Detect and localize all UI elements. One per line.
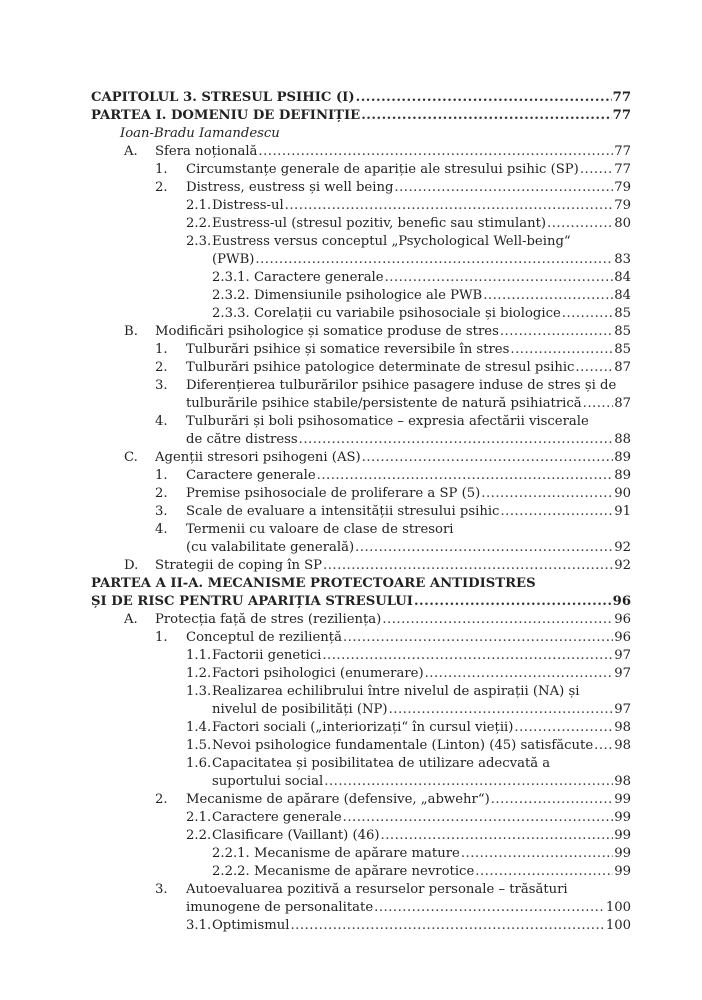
dot-leader <box>356 88 612 107</box>
toc-entry[interactable] <box>0 232 702 251</box>
toc-entry-page-number: 99 <box>614 846 631 861</box>
toc-entry[interactable] <box>0 304 702 323</box>
dot-leader <box>362 448 614 467</box>
dot-leader <box>414 592 612 611</box>
toc-entry-title: Circumstanțe generale de apariție ale stresului psihic (SP) <box>186 162 579 177</box>
toc-entry[interactable] <box>0 682 702 701</box>
toc-entry-title: Clasificare (Vaillant) (46) <box>212 828 380 843</box>
dot-leader <box>324 772 613 791</box>
toc-entry-number: 2. <box>155 792 168 807</box>
toc-entry-page-number: 77 <box>612 90 631 105</box>
toc-entry-title: nivelul de posibilități (NP) <box>212 702 388 717</box>
dot-leader <box>575 358 613 377</box>
toc-entry-page-number: 99 <box>614 828 631 843</box>
toc-entry-title: 2.3.1. Caractere generale <box>212 270 384 285</box>
toc-entry-title: Agenții stresori psihogeni (AS) <box>155 450 361 465</box>
toc-entry-number: 2.2. <box>186 828 212 843</box>
dot-leader <box>394 178 613 197</box>
toc-entry-page-number: 96 <box>614 612 631 627</box>
dot-leader <box>355 538 613 557</box>
toc-entry[interactable] <box>0 574 702 593</box>
toc-entry-page-number: 87 <box>614 396 631 411</box>
toc-entry-title: Factori sociali („interiorizați“ în cursul vieții) <box>212 720 514 735</box>
dot-leader <box>580 160 613 179</box>
toc-entry[interactable] <box>0 214 702 233</box>
toc-entry-number: 1.4. <box>186 720 212 735</box>
toc-entry-number: 1.3. <box>186 684 212 699</box>
toc-entry-page-number: 85 <box>614 324 631 339</box>
dot-leader <box>500 502 613 521</box>
toc-entry-page-number: 84 <box>614 270 631 285</box>
toc-entry-number: 2.2. <box>186 216 212 231</box>
toc-entry[interactable] <box>0 142 702 161</box>
dot-leader <box>323 556 613 575</box>
toc-entry-title: Capacitatea și posibilitatea de utilizare adecvată a <box>212 756 551 771</box>
toc-entry-title: Eustress-ul (stresul pozitiv, benefic sau stimulant) <box>212 216 547 231</box>
dot-leader <box>481 484 613 503</box>
dot-leader <box>299 430 614 449</box>
toc-entry[interactable] <box>0 646 702 665</box>
dot-leader <box>562 304 613 323</box>
dot-leader <box>500 322 613 341</box>
toc-entry-page-number: 89 <box>614 468 631 483</box>
toc-entry-title: Sfera noțională <box>155 144 258 159</box>
toc-entry[interactable] <box>0 502 702 521</box>
toc-entry[interactable] <box>0 844 702 863</box>
toc-entry-page-number: 79 <box>614 180 631 195</box>
toc-entry-title: Premise psihosociale de proliferare a SP (5) <box>186 486 481 501</box>
toc-entry-title: Protecția față de stres (reziliența) <box>155 612 382 627</box>
dot-leader <box>491 790 614 809</box>
toc-entry-title: Tulburări și boli psihosomatice – expresia afectării viscerale <box>186 414 589 429</box>
toc-entry-title: Modificări psihologice și somatice produse de stres <box>155 324 499 339</box>
toc-entry[interactable] <box>0 718 702 737</box>
toc-entry-title: Tulburări psihice patologice determinate de stresul psihic <box>186 360 575 375</box>
toc-entry-page-number: 85 <box>614 342 631 357</box>
toc-entry[interactable] <box>0 808 702 827</box>
toc-entry[interactable] <box>0 124 702 143</box>
toc-entry-title: Conceptul de reziliență <box>186 630 342 645</box>
toc-entry-number: 1. <box>155 468 168 483</box>
toc-entry-title: Factorii genetici <box>212 648 322 663</box>
dot-leader <box>385 268 614 287</box>
toc-entry-page-number: 85 <box>614 306 631 321</box>
toc-entry[interactable] <box>0 772 702 791</box>
toc-entry-page-number: 92 <box>614 558 631 573</box>
dot-leader <box>343 628 613 647</box>
toc-entry-number: 1. <box>155 630 168 645</box>
dot-leader <box>483 286 613 305</box>
toc-entry-title: Mecanisme de apărare (defensive, „abwehr“) <box>186 792 490 807</box>
toc-entry-title: PARTEA A II-A. MECANISME PROTECTOARE ANTIDISTRES <box>91 576 536 591</box>
toc-entry[interactable] <box>0 916 702 935</box>
dot-leader <box>583 394 614 413</box>
toc-entry-page-number: 99 <box>614 864 631 879</box>
toc-entry[interactable] <box>0 664 702 683</box>
toc-entry-page-number: 90 <box>614 486 631 501</box>
toc-entry-page-number: 98 <box>614 774 631 789</box>
toc-entry[interactable] <box>0 520 702 539</box>
toc-entry-number: 3.1. <box>186 918 212 933</box>
toc-entry[interactable] <box>0 376 702 395</box>
toc-entry-number: A. <box>124 144 138 159</box>
toc-entry-title: Eustress versus conceptul „Psychological Well-being“ <box>212 234 571 249</box>
toc-entry-title: ȘI DE RISC PENTRU APARIȚIA STRESULUI <box>91 594 413 609</box>
toc-entry-number: 2.3. <box>186 234 212 249</box>
toc-entry-title: Optimismul <box>212 918 290 933</box>
toc-entry-title: 2.2.2. Mecanisme de apărare nevrotice <box>212 864 475 879</box>
toc-entry[interactable] <box>0 286 702 305</box>
toc-entry[interactable] <box>0 538 702 557</box>
toc-entry-page-number: 89 <box>614 450 631 465</box>
toc-entry-title: Diferențierea tulburărilor psihice pasagere induse de stres și de <box>186 378 617 393</box>
toc-entry-page-number: 97 <box>614 666 631 681</box>
toc-entry[interactable] <box>0 556 702 575</box>
toc-entry-title: Distress, eustress și well being <box>186 180 394 195</box>
toc-entry-title: de către distress <box>186 432 298 447</box>
toc-entry-title: Caractere generale <box>186 468 316 483</box>
toc-entry-number: 1. <box>155 342 168 357</box>
toc-entry-number: 3. <box>155 378 168 393</box>
toc-entry-number: 1.5. <box>186 738 212 753</box>
toc-entry-number: 2. <box>155 486 168 501</box>
toc-entry-page-number: 91 <box>614 504 631 519</box>
toc-entry[interactable] <box>0 340 702 359</box>
toc-entry-page-number: 96 <box>612 594 631 609</box>
dot-leader <box>374 898 605 917</box>
toc-entry-number: C. <box>124 450 138 465</box>
dot-leader <box>547 214 613 233</box>
toc-entry[interactable] <box>0 736 702 755</box>
toc-entry[interactable] <box>0 322 702 341</box>
toc-entry-title: Realizarea echilibrului între nivelul de aspirații (NA) și <box>212 684 580 699</box>
toc-entry[interactable] <box>0 700 702 719</box>
toc-entry-title: Termenii cu valoare de clase de stresori <box>186 522 454 537</box>
dot-leader <box>514 718 613 737</box>
toc-entry[interactable] <box>0 592 702 611</box>
dot-leader <box>255 250 613 269</box>
toc-entry-number: D. <box>124 558 139 573</box>
toc-entry-title: (cu valabilitate generală) <box>186 540 355 555</box>
toc-entry-title: (PWB) <box>212 252 255 267</box>
toc-entry-number: 3. <box>155 882 168 897</box>
toc-entry-title: Nevoi psihologice fundamentale (Linton) (45) satisfăcute <box>212 738 594 753</box>
toc-entry-title: 2.3.2. Dimensiunile psihologice ale PWB <box>212 288 483 303</box>
dot-leader <box>361 106 611 125</box>
toc-entry-number: 3. <box>155 504 168 519</box>
toc-entry[interactable] <box>0 160 702 179</box>
dot-leader <box>381 826 614 845</box>
toc-entry-page-number: 96 <box>614 630 631 645</box>
toc-entry-number: 4. <box>155 414 168 429</box>
toc-entry[interactable] <box>0 394 702 413</box>
toc-entry[interactable] <box>0 88 702 107</box>
toc-entry-title: tulburările psihice stabile/persistente de natură psihiatrică <box>186 396 582 411</box>
toc-entry-page-number: 92 <box>614 540 631 555</box>
toc-entry-title: Ioan-Bradu Iamandescu <box>120 126 280 141</box>
toc-entry[interactable] <box>0 790 702 809</box>
toc-entry-page-number: 84 <box>614 288 631 303</box>
toc-entry[interactable] <box>0 466 702 485</box>
toc-entry-page-number: 77 <box>612 108 631 123</box>
toc-entry-page-number: 77 <box>614 144 631 159</box>
toc-entry[interactable] <box>0 826 702 845</box>
dot-leader <box>285 196 614 215</box>
dot-leader <box>290 916 604 935</box>
toc-entry[interactable] <box>0 196 702 215</box>
toc-entry-number: 4. <box>155 522 168 537</box>
toc-entry-title: Distress-ul <box>212 198 284 213</box>
toc-entry-page-number: 80 <box>614 216 631 231</box>
toc-entry-title: Autoevaluarea pozitivă a resurselor personale – trăsături <box>186 882 568 897</box>
toc-entry-number: 2. <box>155 360 168 375</box>
toc-entry-number: 1.1. <box>186 648 212 663</box>
dot-leader <box>475 862 613 881</box>
toc-entry[interactable] <box>0 430 702 449</box>
toc-entry-page-number: 77 <box>614 162 631 177</box>
toc-entry[interactable] <box>0 898 702 917</box>
toc-entry[interactable] <box>0 880 702 899</box>
dot-leader <box>510 340 613 359</box>
dot-leader <box>382 610 613 629</box>
dot-leader <box>389 700 614 719</box>
dot-leader <box>594 736 613 755</box>
dot-leader <box>343 808 614 827</box>
toc-entry-number: A. <box>124 612 138 627</box>
toc-entry-page-number: 98 <box>614 720 631 735</box>
toc-entry-number: B. <box>124 324 138 339</box>
dot-leader <box>258 142 613 161</box>
toc-entry[interactable] <box>0 448 702 467</box>
toc-entry-page-number: 79 <box>614 198 631 213</box>
toc-entry-page-number: 98 <box>614 738 631 753</box>
toc-entry-number: 2. <box>155 180 168 195</box>
toc-entry-title: Caractere generale <box>212 810 342 825</box>
toc-entry[interactable] <box>0 754 702 773</box>
toc-entry-title: Tulburări psihice și somatice reversibile în stres <box>186 342 510 357</box>
toc-entry-title: PARTEA I. DOMENIU DE DEFINIȚIE <box>91 108 361 123</box>
toc-entry-page-number: 83 <box>614 252 631 267</box>
toc-entry-page-number: 100 <box>605 900 631 915</box>
toc-entry-page-number: 99 <box>614 810 631 825</box>
dot-leader <box>317 466 614 485</box>
toc-entry-number: 2.1. <box>186 198 212 213</box>
toc-entry[interactable] <box>0 484 702 503</box>
toc-entry-title: imunogene de personalitate <box>186 900 374 915</box>
toc-entry[interactable] <box>0 628 702 647</box>
dot-leader <box>322 646 613 665</box>
toc-entry[interactable] <box>0 106 702 125</box>
toc-entry-page-number: 88 <box>614 432 631 447</box>
toc-entry[interactable] <box>0 250 702 269</box>
toc-entry[interactable] <box>0 268 702 287</box>
toc-entry-page-number: 100 <box>605 918 631 933</box>
toc-entry-number: 1. <box>155 162 168 177</box>
toc-entry-title: CAPITOLUL 3. STRESUL PSIHIC (I) <box>91 90 355 105</box>
toc-entry-page-number: 87 <box>614 360 631 375</box>
dot-leader <box>425 664 614 683</box>
toc-entry[interactable] <box>0 412 702 431</box>
toc-entry[interactable] <box>0 358 702 377</box>
toc-entry-page-number: 97 <box>614 648 631 663</box>
toc-entry-title: Factori psihologici (enumerare) <box>212 666 424 681</box>
toc-entry-title: suportului social <box>212 774 324 789</box>
toc-entry-page-number: 99 <box>614 792 631 807</box>
toc-entry[interactable] <box>0 610 702 629</box>
toc-entry[interactable] <box>0 862 702 881</box>
toc-entry-number: 1.2. <box>186 666 212 681</box>
toc-entry-number: 2.1. <box>186 810 212 825</box>
toc-entry[interactable] <box>0 178 702 197</box>
toc-entry-title: Scale de evaluare a intensității stresului psihic <box>186 504 500 519</box>
toc-entry-page-number: 97 <box>614 702 631 717</box>
toc-entry-number: 1.6. <box>186 756 212 771</box>
toc-entry-title: 2.2.1. Mecanisme de apărare mature <box>212 846 460 861</box>
toc-entry-title: Strategii de coping în SP <box>155 558 323 573</box>
toc-entry-title: 2.3.3. Corelații cu variabile psihosociale și biologice <box>212 306 561 321</box>
dot-leader <box>461 844 613 863</box>
